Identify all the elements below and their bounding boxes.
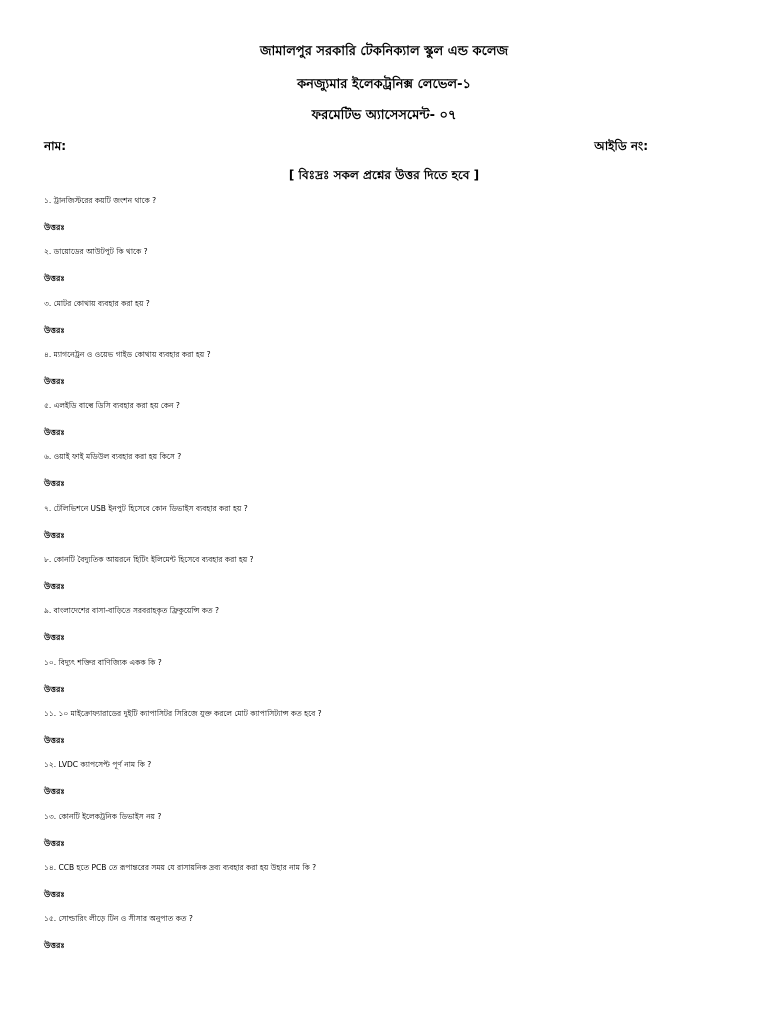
answer-label: উত্তরঃ	[44, 787, 65, 797]
answer-label: উত্তরঃ	[44, 735, 65, 745]
question-item	[44, 350, 734, 401]
answer-label: উত্তরঃ	[44, 633, 65, 643]
question-item	[44, 760, 734, 811]
question-text: ৫. এলইডি বাল্বে ডিসি ব্যবহার করা হয় কেন ?	[44, 401, 180, 411]
question-text: ১৩. কোনটি ইলেকট্রনিক ডিভাইস নয় ?	[44, 811, 162, 821]
answer-label: উত্তরঃ	[44, 941, 65, 951]
answer-label: উত্তরঃ	[44, 479, 65, 489]
question-text: ১. ট্রানজিস্টরের কয়টি জংশন থাকে ?	[44, 196, 157, 205]
question-text: ৩. মোটর কোথায় ব্যবহার করা হয় ?	[44, 298, 150, 308]
question-text: ৭. টেলিভিশনে USB ইনপুট হিসেবে কোন ডিভাইস ব্যবহার করা হয় ?	[44, 503, 248, 513]
id-field-label: আইডি নং:	[594, 139, 648, 153]
question-item	[44, 401, 734, 452]
question-list	[44, 196, 734, 965]
question-item	[44, 555, 734, 606]
question-item	[44, 658, 734, 709]
answer-label: উত্তরঃ	[44, 889, 65, 899]
question-item	[44, 452, 734, 503]
question-item	[44, 812, 734, 863]
question-item	[44, 709, 734, 760]
school-name: জামালপুর সরকারি টেকনিক্যাল স্কুল এন্ড কলেজ	[259, 44, 509, 59]
question-text: ১২. LVDC ক্যাপসেপ্ট পূর্ণ নাম কি ?	[44, 760, 152, 770]
answer-label: উত্তরঃ	[44, 530, 65, 540]
question-item	[44, 504, 734, 555]
assessment-title: ফরমেটিভ অ্যাসেসমেন্ট- ০৭	[311, 108, 457, 123]
name-field-label: নাম:	[44, 139, 67, 153]
subject-title: কনজ্যুমার ইলেকট্রনিক্স লেভেল-১	[297, 77, 471, 92]
answer-label: উত্তরঃ	[44, 838, 65, 848]
answer-label: উত্তরঃ	[44, 582, 65, 592]
question-text: ৬. ওয়াই ফাই মডিউল ব্যবহার করা হয় কিসে ?	[44, 452, 182, 462]
question-item	[44, 299, 734, 350]
answer-label: উত্তরঃ	[44, 428, 65, 438]
answer-label: উত্তরঃ	[44, 274, 65, 284]
question-item	[44, 247, 734, 298]
question-text: ১৪. CCB হতে PCB তে রূপান্তরের সময় যে রাসায়নিক দ্রব্য ব্যবহার করা হয় উহার নাম কি ?	[44, 862, 317, 872]
answer-label: উত্তরঃ	[44, 325, 65, 335]
question-text: ১০. বিদ্যুৎ শক্তির বাণিজ্যিক একক কি ?	[44, 657, 162, 667]
question-item	[44, 606, 734, 657]
question-text: ২. ডায়োডের আউটপুট কি থাকে ?	[44, 247, 148, 257]
answer-label: উত্তরঃ	[44, 684, 65, 694]
question-item	[44, 196, 734, 247]
question-text: ৮. কোনটি বৈদ্যুতিক আয়রনে হিটিং ইলিমেন্ট হিসেবে ব্যবহার করা হয় ?	[44, 555, 254, 565]
question-text: ১১. ১০ মাইক্রোফ্যারাডের দুইটি ক্যাপাসিটর সিরিজে যুক্ত করলে মোট ক্যাপাসিট্যান্স কত হবে ?	[44, 708, 322, 718]
question-text: ৪. ম্যাগনেট্রন ও ওয়েভ গাইড কোথায় ব্যবহার করা হয় ?	[44, 349, 211, 359]
question-item	[44, 914, 734, 965]
answer-label: উত্তরঃ	[44, 376, 65, 386]
answer-label: উত্তরঃ	[44, 223, 65, 232]
instruction-note: [ বিঃদ্রঃ সকল প্রশ্নের উত্তর দিতে হবে ]	[288, 168, 480, 182]
question-item	[44, 863, 734, 914]
question-text: ১৫. সোল্ডারিং লীড়ে টিন ও সীসার অনুপাত কত ?	[44, 914, 193, 924]
question-text: ৯. বাংলাদেশের বাসা-বাড়িতে সরবরাহকৃত ফ্রিকুয়েন্সি কত ?	[44, 606, 219, 616]
